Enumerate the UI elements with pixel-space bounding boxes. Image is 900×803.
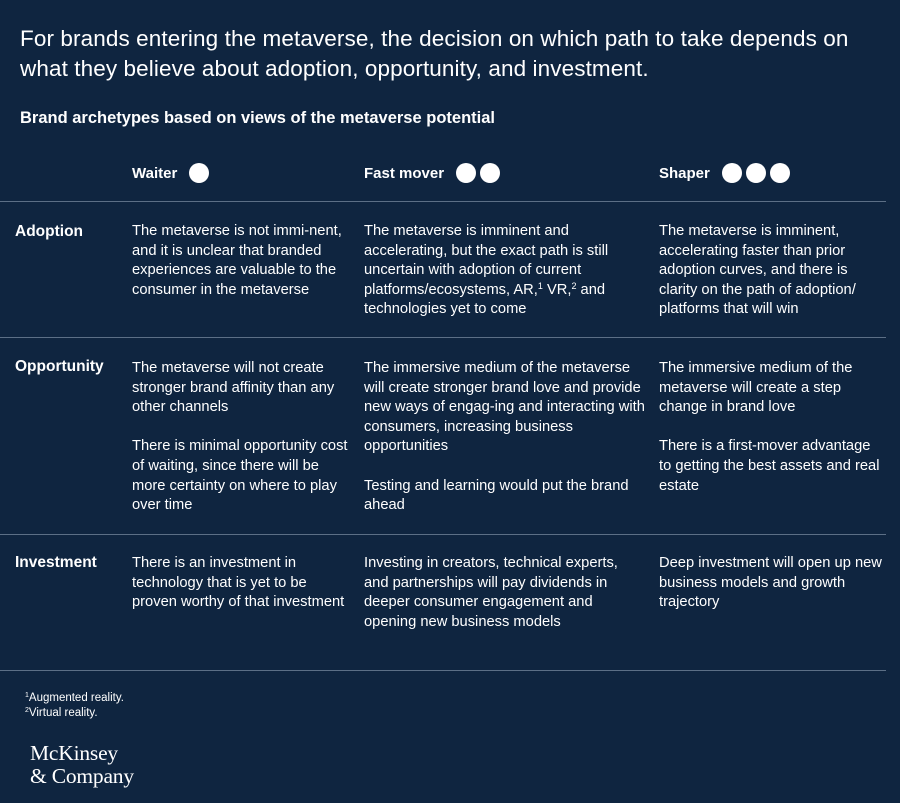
footnote: $^2$Virtual reality. <box>25 707 98 719</box>
mckinsey-logo: McKinsey & Company <box>30 741 134 788</box>
dot-icon <box>189 163 209 183</box>
cell-opportunity-waiter <box>132 359 354 516</box>
column-header-fast-mover <box>364 161 500 185</box>
cell-paragraph: There is a first-mover advantage to getting the best assets and real estate <box>659 438 880 494</box>
cell-text: and technologies yet to come <box>364 281 606 318</box>
dot-icon <box>770 163 790 183</box>
footnote: $^1$Augmented reality. <box>25 692 124 704</box>
cell-text: The metaverse is imminent and accelerating, but the exact path is still uncertain with adoption of current platforms/ecosystems, AR, <box>364 223 609 298</box>
cell-investment-waiter: There is an investment in technology that is yet to be proven worthy of that investment <box>132 555 345 611</box>
footnote-ref: 2 <box>571 280 577 291</box>
cell-opportunity-shaper <box>659 359 884 496</box>
cell-paragraph: Testing and learning would put the brand ahead <box>364 477 629 514</box>
row-divider <box>0 670 886 671</box>
column-header-label: Waiter <box>132 164 178 182</box>
cell-paragraph: There is minimal opportunity cost of waiting, since there will be more certainty on where to play over time <box>132 438 348 514</box>
row-label-adoption: Adoption <box>15 223 84 240</box>
dot-icon <box>456 163 476 183</box>
footnotes <box>25 691 124 721</box>
row-divider <box>0 337 886 338</box>
cell-investment-shaper: Deep investment will open up new business models and growth trajectory <box>659 555 882 611</box>
column-header-label: Shaper <box>659 164 710 182</box>
cell-paragraph: The metaverse will not create stronger brand affinity than any other channels <box>132 360 335 416</box>
cell-text: VR, <box>546 281 572 298</box>
page-subtitle: Brand archetypes based on views of the metaverse potential <box>20 109 495 127</box>
archetype-level-indicator <box>722 163 790 183</box>
row-divider <box>0 534 886 535</box>
column-header-label: Fast mover <box>364 164 445 182</box>
cell-opportunity-fast-mover <box>364 359 646 516</box>
archetype-level-indicator <box>456 163 500 183</box>
cell-investment-fast-mover: Investing in creators, technical experts, and partnerships will pay dividends in deeper consumer engagement and opening new business models <box>364 555 618 630</box>
row-label-opportunity: Opportunity <box>15 358 104 375</box>
dot-icon <box>746 163 766 183</box>
column-header-shaper <box>659 161 790 185</box>
cell-paragraph: The immersive medium of the metaverse will create a step change in brand love <box>659 360 853 416</box>
cell-paragraph: The immersive medium of the metaverse will create stronger brand love and provide new ways of engag-ing and interacting with consumers, increasing business opportunities <box>364 360 645 455</box>
cell-adoption-shaper: The metaverse is imminent, accelerating faster than prior adoption curves, and there is clarity on the path of adoption/ platforms that will win <box>659 223 856 318</box>
row-divider <box>0 201 886 202</box>
dot-icon <box>480 163 500 183</box>
page-title: For brands entering the metaverse, the decision on which path to take depends on what they believe about adoption, opportunity, and investment. <box>20 26 849 81</box>
cell-adoption-waiter: The metaverse is not immi-nent, and it is unclear that branded experiences are valuable to the consumer in the metaverse <box>132 223 342 298</box>
cell-adoption-fast-mover <box>364 222 646 320</box>
row-label-investment: Investment <box>15 554 97 571</box>
archetype-level-indicator <box>189 163 209 183</box>
dot-icon <box>722 163 742 183</box>
column-header-waiter <box>132 161 209 185</box>
footnote-ref: 1 <box>537 280 543 291</box>
